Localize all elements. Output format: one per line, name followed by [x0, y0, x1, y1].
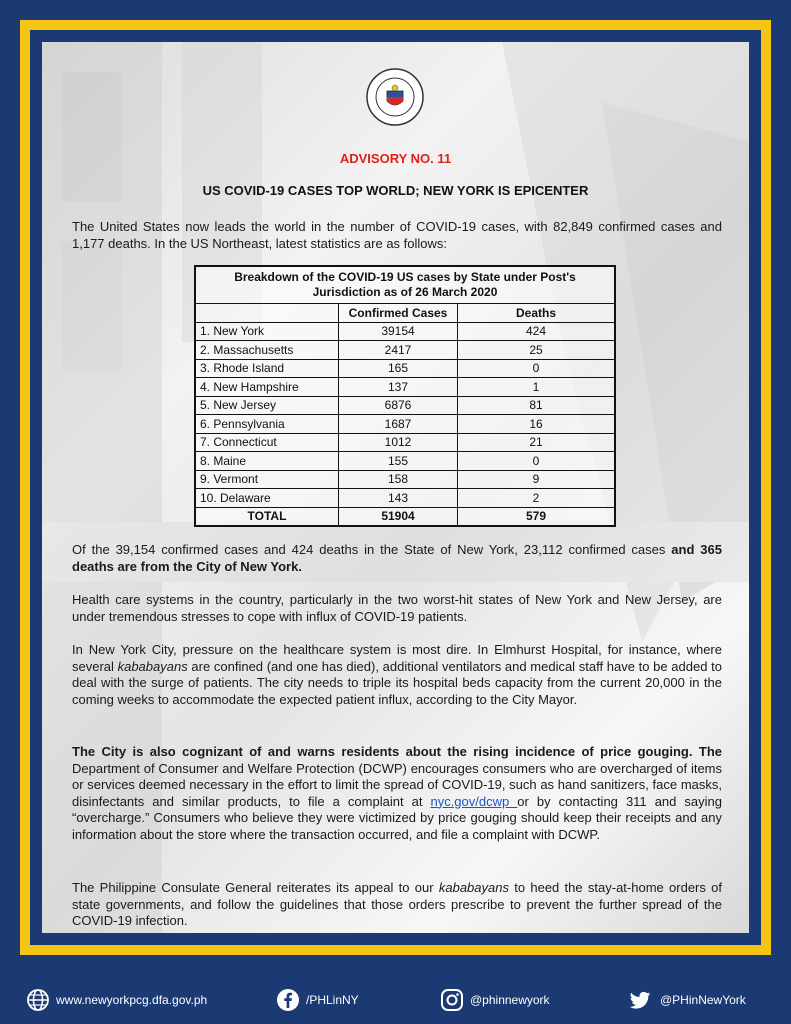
confirmed-cell: 143	[339, 489, 458, 508]
instagram-icon	[440, 988, 464, 1012]
state-cell: 5. New Jersey	[195, 396, 339, 415]
confirmed-cell: 39154	[339, 322, 458, 341]
nyc-paragraph	[72, 542, 722, 575]
confirmed-cell: 137	[339, 378, 458, 397]
confirmed-cell: 155	[339, 452, 458, 471]
deaths-cell: 0	[458, 452, 616, 471]
state-cell: 3. Rhode Island	[195, 359, 339, 378]
consulate-seal-logo	[365, 67, 425, 127]
gouging-bold: The City is also cognizant of and warns residents about the rising incidence of price gouging. The	[72, 744, 722, 759]
elmhurst-text: In New York City, pressure on the healthcare system is most dire. In Elmhurst Hospital, for instance, where several	[72, 642, 722, 674]
health-paragraph: Health care systems in the country, particularly in the two worst-hit states of New York and New Jersey, are under tremendous stresses to cope with influx of COVID-19 patients.	[72, 592, 722, 624]
deaths-cell: 0	[458, 359, 616, 378]
deaths-cell: 21	[458, 433, 616, 452]
table-header-deaths: Deaths	[458, 304, 616, 323]
table-header-state	[195, 304, 339, 323]
footer-facebook[interactable]	[276, 987, 359, 1013]
total-label: TOTAL	[195, 507, 339, 526]
state-cell: 10. Delaware	[195, 489, 339, 508]
appeal-paragraph	[72, 880, 722, 930]
facebook-icon	[276, 988, 300, 1012]
table-row	[195, 341, 615, 360]
deaths-cell: 16	[458, 415, 616, 434]
table-row	[195, 433, 615, 452]
total-deaths: 579	[458, 507, 616, 526]
gouging-paragraph	[72, 744, 722, 843]
footer	[0, 975, 791, 1024]
appeal-text: The Philippine Consulate General reiterates its appeal to our	[72, 880, 439, 895]
globe-icon	[26, 988, 50, 1012]
table-row	[195, 470, 615, 489]
table-title: Breakdown of the COVID-19 US cases by State under Post's Jurisdiction as of 26 March 2020	[195, 266, 615, 304]
table-row	[195, 322, 615, 341]
appeal-italic: kababayans	[438, 880, 509, 895]
state-cell: 4. New Hampshire	[195, 378, 339, 397]
elmhurst-paragraph	[72, 642, 722, 708]
deaths-cell: 424	[458, 322, 616, 341]
instagram-text: @phinnewyork	[470, 993, 550, 1007]
deaths-cell: 2	[458, 489, 616, 508]
table-header-confirmed: Confirmed Cases	[339, 304, 458, 323]
deaths-cell: 1	[458, 378, 616, 397]
elmhurst-italic: kababayans	[117, 658, 188, 674]
state-cell: 7. Connecticut	[195, 433, 339, 452]
facebook-text: /PHLinNY	[306, 993, 359, 1007]
state-cell: 6. Pennsylvania	[195, 415, 339, 434]
confirmed-cell: 6876	[339, 396, 458, 415]
confirmed-cell: 2417	[339, 341, 458, 360]
appeal-text-2: to heed the stay-at-home orders of state governments, and follow the guidelines that those orders prescribe to prevent the further spread of the COVID-19 infection.	[72, 880, 722, 928]
deaths-cell: 25	[458, 341, 616, 360]
twitter-icon	[626, 988, 654, 1012]
state-cell: 9. Vermont	[195, 470, 339, 489]
advisory-number: ADVISORY NO. 11	[339, 151, 452, 166]
confirmed-cell: 165	[339, 359, 458, 378]
elmhurst-text-2: are confined (and one has died), additional ventilators and medical staff have to be added to deal with the surge of patients. The city needs to triple its hospital beds capacity from the current 20,000 in the coming weeks to accommodate the expected patient influx, according to the City Mayor.	[72, 658, 722, 707]
table-row	[195, 489, 615, 508]
table-row	[195, 415, 615, 434]
footer-twitter[interactable]	[626, 987, 746, 1013]
state-cell: 1. New York	[195, 322, 339, 341]
deaths-cell: 9	[458, 470, 616, 489]
cases-table	[194, 265, 616, 527]
website-text: www.newyorkpcg.dfa.gov.ph	[56, 993, 208, 1007]
confirmed-cell: 1012	[339, 433, 458, 452]
state-cell: 2. Massachusetts	[195, 341, 339, 360]
dcwp-link[interactable]: nyc.gov/dcwp	[430, 793, 518, 809]
footer-website[interactable]	[26, 987, 207, 1013]
table-row	[195, 378, 615, 397]
confirmed-cell: 1687	[339, 415, 458, 434]
state-cell: 8. Maine	[195, 452, 339, 471]
table-total-row	[195, 507, 615, 526]
headline: US COVID-19 CASES TOP WORLD; NEW YORK IS EPICENTER	[202, 183, 589, 198]
table-row	[195, 359, 615, 378]
nyc-bold-text: and 365 deaths are from the City of New York.	[72, 542, 722, 574]
footer-instagram[interactable]	[440, 987, 550, 1013]
twitter-text: @PHinNewYork	[660, 993, 746, 1007]
advisory-page	[42, 42, 749, 933]
gouging-text: Department of Consumer and Welfare Protection (DCWP) encourages consumers who are overcharged of items or services deemed necessary in the effort to limit the spread of COVID-19, such as hand sanitizers, face masks, disinfectants and similar products, to file a complaint at	[72, 760, 722, 809]
total-confirmed: 51904	[339, 507, 458, 526]
nyc-text: Of the 39,154 confirmed cases and 424 deaths in the State of New York, 23,112 confirmed cases	[72, 542, 672, 557]
table-row	[195, 396, 615, 415]
gouging-text-2: or by contacting 311 and saying “overcharge.” Consumers who believe they were victimized by price gouging should keep their receipts and any information about the store where the transaction occurred, and file a complaint with DCWP.	[72, 793, 723, 842]
deaths-cell: 81	[458, 396, 616, 415]
table-row	[195, 452, 615, 471]
intro-paragraph: The United States now leads the world in the number of COVID-19 cases, with 82,849 confirmed cases and 1,177 deaths. In the US Northeast, latest statistics are as follows:	[72, 219, 722, 251]
confirmed-cell: 158	[339, 470, 458, 489]
